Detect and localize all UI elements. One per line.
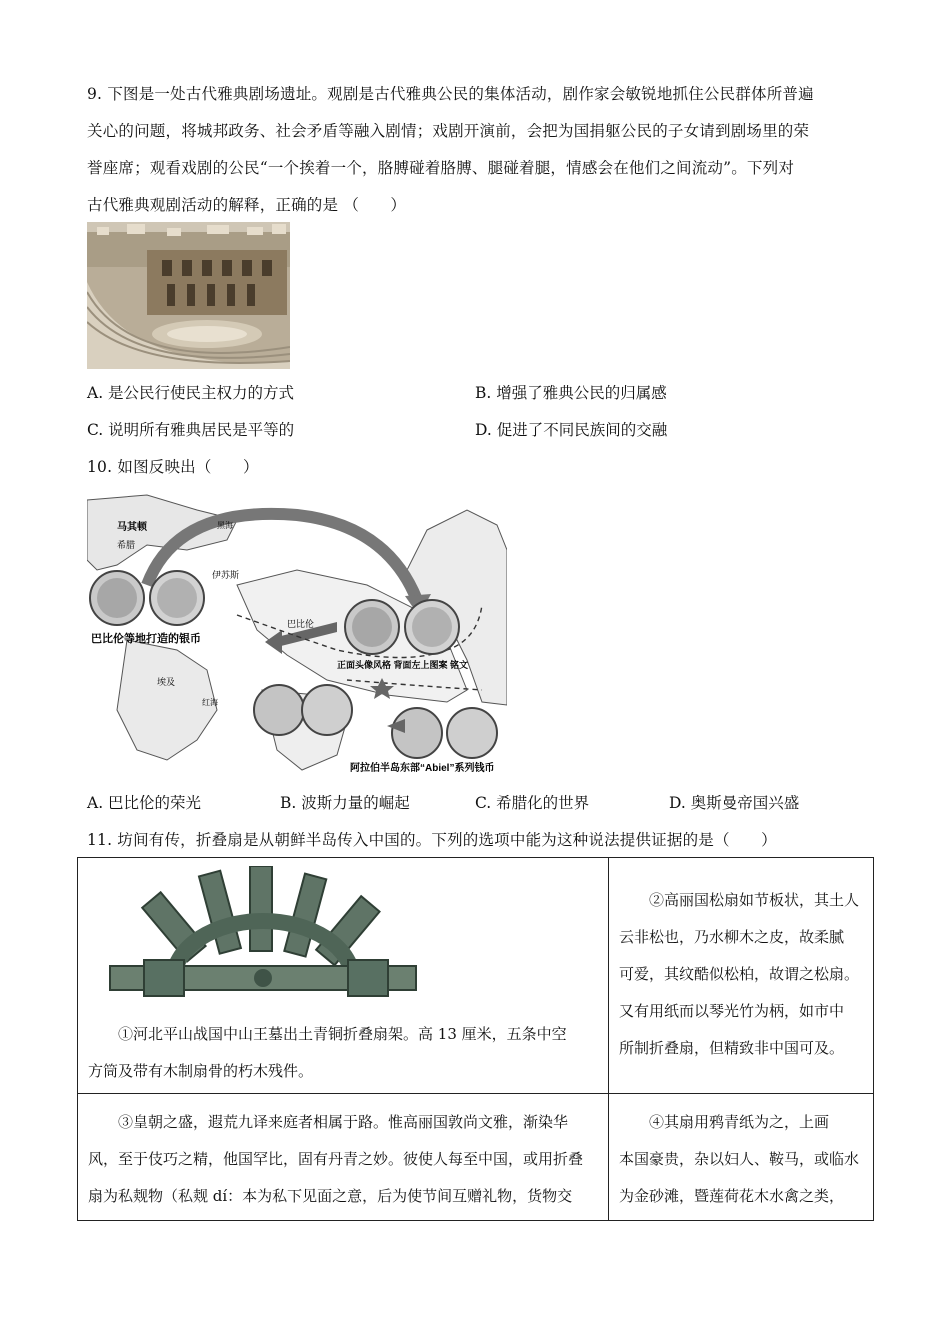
map-label-greece: 希腊 [117, 540, 136, 550]
q9-option-b[interactable]: B. 增强了雅典公民的归属感 [475, 384, 667, 402]
q11-cell-2-text-4: 又有用纸而以琴光竹为柄，如市中 [619, 1002, 845, 1020]
q11-cell-3-text-2: 风，至于伎巧之精，他国罕比，固有丹青之妙。彼使人每至中国，或用折叠 [88, 1150, 584, 1168]
q11-evidence-table [77, 857, 874, 1221]
q11-cell-1-text-2: 方筒及带有木制扇骨的朽木残件。 [88, 1062, 314, 1080]
q9-option-c[interactable]: C. 说明所有雅典居民是平等的 [87, 421, 295, 439]
q9-stem-line-4: 古代雅典观剧活动的解释，正确的是 （ ） [87, 196, 407, 214]
map-label-issus: 伊苏斯 [212, 570, 240, 580]
q9-stem-line-3: 誉座席；观看戏剧的公民“一个挨着一个，胳膊碰着胳膊、腿碰着腿，情感会在他们之间流动”。下列对 [87, 159, 795, 177]
q11-cell-3 [78, 1094, 609, 1221]
q11-cell-1 [78, 858, 609, 1094]
q10-option-b[interactable]: B. 波斯力量的崛起 [280, 794, 410, 812]
q11-cell-3-text-1: ③皇朝之盛，遐荒九译来庭者相属于路。惟高丽国敦尚文雅，渐染华 [118, 1113, 569, 1131]
q10-stem: 10. 如图反映出（ ） [87, 458, 259, 476]
bronze-fan-frame-image [98, 866, 428, 1016]
q11-cell-4-text-3: 为金砂滩，暨莲荷花木水禽之类， [619, 1187, 845, 1205]
q11-cell-4 [609, 1094, 874, 1221]
map-label-red-sea: 红海 [202, 698, 218, 707]
map-label-macedonia: 马其顿 [117, 522, 147, 533]
q11-cell-3-text-3: 扇为私觌物（私觌 dí：本为私下见面之意，后为使节间互赠礼物，货物交 [88, 1187, 573, 1205]
coin-caption-bottom: 阿拉伯半岛东部“Abiel”系列钱币 [350, 763, 495, 774]
hellenistic-coin-map [87, 490, 507, 775]
q10-option-d[interactable]: D. 奥斯曼帝国兴盛 [669, 794, 800, 812]
q10-option-a[interactable]: A. 巴比伦的荣光 [87, 794, 202, 812]
q11-cell-4-text-1: ④其扇用鸦青纸为之，上画 [649, 1113, 830, 1131]
coin-caption-left: 巴比伦等地打造的银币 [91, 633, 201, 645]
q11-stem: 11. 坊间有传，折叠扇是从朝鲜半岛传入中国的。下列的选项中能为这种说法提供证据的是（ ） [87, 831, 777, 849]
q9-stem-line-2: 关心的问题，将城邦政务、社会矛盾等融入剧情；戏剧开演前，会把为国捐躯公民的子女请到剧场里的荣 [87, 122, 810, 140]
q11-cell-2-text-1: ②高丽国松扇如节板状，其土人 [649, 891, 860, 909]
q10-option-c[interactable]: C. 希腊化的世界 [475, 794, 590, 812]
q11-cell-2-text-3: 可爱，其纹酷似松柏，故谓之松扇。 [619, 965, 860, 983]
q11-cell-2-text-2: 云非松也，乃水柳木之皮，故柔腻 [619, 928, 845, 946]
q11-cell-4-text-2: 本国豪贵，杂以妇人、鞍马，或临水 [619, 1150, 860, 1168]
q9-option-d[interactable]: D. 促进了不同民族间的交融 [475, 421, 668, 439]
coin-caption-right: 正面头像风格 背面左上图案 铭文 [337, 660, 469, 670]
q9-option-a[interactable]: A. 是公民行使民主权力的方式 [87, 384, 295, 402]
q11-cell-2 [609, 858, 874, 1094]
map-label-sea: 黑海 [217, 521, 233, 530]
map-label-babylon: 巴比伦 [287, 619, 315, 629]
map-label-egypt: 埃及 [157, 677, 176, 687]
q9-stem-line-1: 9. 下图是一处古代雅典剧场遗址。观剧是古代雅典公民的集体活动，剧作家会敏锐地抓住公民群体所普遍 [87, 85, 814, 103]
theater-ruins-photo [87, 222, 290, 369]
q11-cell-2-text-5: 所制折叠扇，但精致非中国可及。 [619, 1039, 845, 1057]
q11-cell-1-text-1: ①河北平山战国中山王墓出土青铜折叠扇架。高 13 厘米，五条中空 [118, 1025, 567, 1043]
